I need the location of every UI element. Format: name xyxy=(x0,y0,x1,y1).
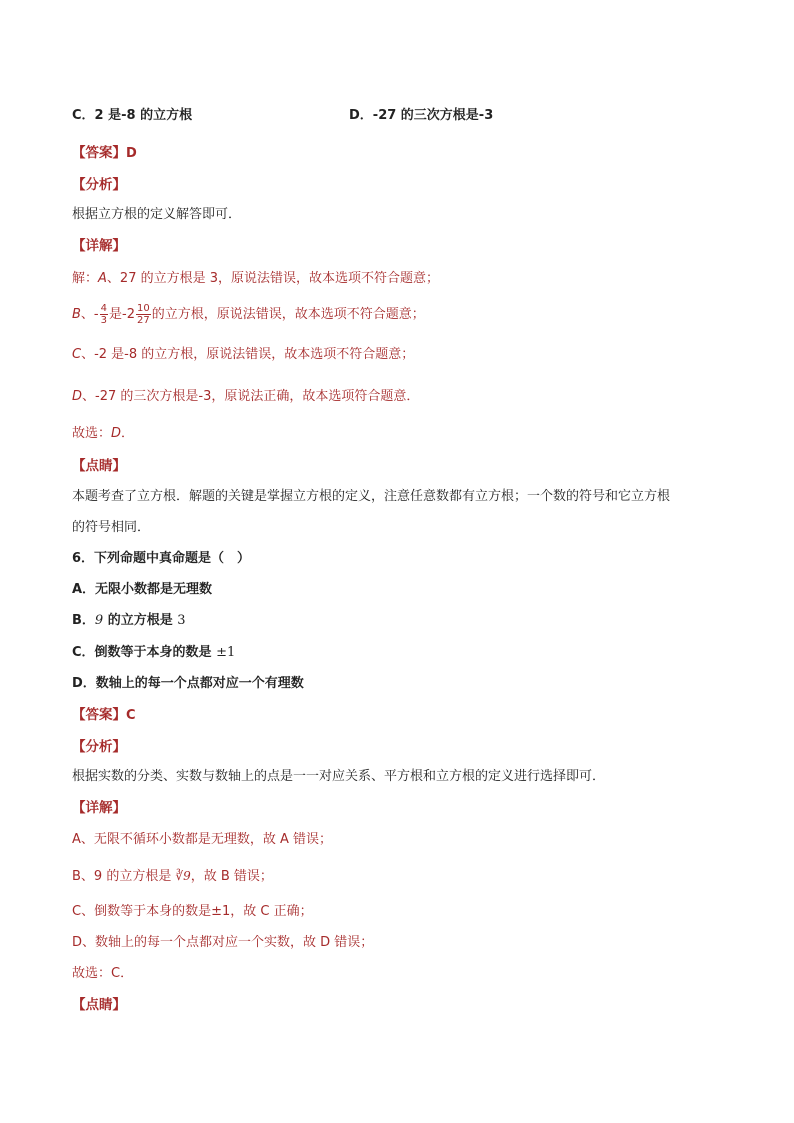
q6-analysis-text: 根据实数的分类、实数与数轴上的点是一一对应关系、平方根和立方根的定义进行选择即可． xyxy=(72,769,606,784)
q5-option-d-text: -27 的三次方根是-3 xyxy=(372,108,494,123)
q6-detail-b-prefix: B、9 的立方根是 xyxy=(72,869,176,884)
q5-detail-b-frac2-num: 10 xyxy=(136,303,150,314)
q6-option-b xyxy=(72,612,186,630)
q5-detail-d-text: 、-27 的三次方根是-3，原说法正确，故本选项符合题意． xyxy=(82,389,420,404)
q6-option-b-mid: 的立方根是 xyxy=(103,613,178,628)
q6-detail-c: C、倒数等于本身的数是±1，故 C 正确； xyxy=(72,904,313,919)
q6-detail-b xyxy=(72,867,273,886)
q5-analysis-text: 根据立方根的定义解答即可． xyxy=(72,207,242,222)
q6-analysis-tag: 【分析】 xyxy=(72,739,126,755)
q6-detail-a: A、无限不循环小数都是无理数，故 A 错误； xyxy=(72,832,333,847)
q6-detail-b-root: ∛9 xyxy=(175,869,191,883)
q5-detail-c-text: 、-2 是-8 的立方根，原说法错误，故本选项不符合题意； xyxy=(81,347,415,362)
q6-option-c-prefix: C．倒数等于本身的数是 xyxy=(72,645,217,660)
q6-detail-heading xyxy=(72,799,126,818)
q5-detail-b xyxy=(72,303,425,326)
q5-option-d xyxy=(349,107,493,125)
q5-choose xyxy=(72,425,134,443)
q5-comment-heading xyxy=(72,457,126,476)
q5-detail-b-sep: 、- xyxy=(80,307,99,322)
q6-option-c-value: ±1 xyxy=(216,645,236,660)
q5-detail-c-letter: C xyxy=(72,347,82,362)
q6-option-b-value: 3 xyxy=(177,613,186,628)
q5-detail-a xyxy=(72,270,439,288)
q5-analysis-heading xyxy=(72,176,126,195)
q5-detail-b-frac1-den: 3 xyxy=(100,315,107,326)
q5-detail-tag: 【详解】 xyxy=(72,238,126,254)
q5-comment-tag: 【点睛】 xyxy=(72,458,126,474)
q6-option-b-math: 9 xyxy=(94,613,104,628)
q5-answer-tag: 【答案】 xyxy=(72,145,126,161)
q5-detail-b-frac1-num: 4 xyxy=(100,303,107,314)
q6-comment-tag: 【点睛】 xyxy=(72,997,126,1013)
q5-detail-b-fraction-1 xyxy=(100,303,108,326)
q5-option-c-label: C． xyxy=(72,108,95,123)
q5-detail-d-letter: D xyxy=(72,389,83,404)
q5-detail-b-frac2-den: 27 xyxy=(136,315,150,326)
q5-detail-a-letter: A xyxy=(98,271,107,286)
q5-comment-line-2: 的符号相同． xyxy=(72,520,151,535)
q5-detail-b-mid: 是-2 xyxy=(109,307,135,322)
q5-answer-value: D xyxy=(126,146,137,161)
q6-detail-tag: 【详解】 xyxy=(72,800,126,816)
q5-choose-prefix: 故选： xyxy=(72,426,112,441)
q5-choose-letter: D xyxy=(111,426,122,441)
q6-analysis-heading xyxy=(72,738,126,757)
q6-option-b-prefix: B． xyxy=(72,613,95,628)
q5-comment-line-1: 本题考查了立方根．解题的关键是掌握立方根的定义，注意任意数都有立方根；一个数的符号和它立方根 xyxy=(72,489,671,504)
q5-choose-suffix: ． xyxy=(121,426,135,441)
q5-option-c xyxy=(72,107,192,125)
q6-detail-b-suffix: ，故 B 错误； xyxy=(190,869,273,884)
q5-detail-heading xyxy=(72,237,126,256)
q6-option-d: D．数轴上的每一个点都对应一个有理数 xyxy=(72,676,304,691)
q6-option-a: A．无限小数都是无理数 xyxy=(72,582,213,597)
q5-detail-d xyxy=(72,388,419,406)
q5-option-d-label: D． xyxy=(349,108,373,123)
q6-detail-d: D、数轴上的每一个点都对应一个实数，故 D 错误； xyxy=(72,935,374,950)
q5-analysis-tag: 【分析】 xyxy=(72,177,126,193)
q5-detail-b-text: 的立方根，原说法错误，故本选项不符合题意； xyxy=(151,307,425,322)
q6-answer xyxy=(72,706,136,725)
q6-answer-tag: 【答案】 xyxy=(72,707,126,723)
q5-detail-c xyxy=(72,346,414,364)
q5-answer xyxy=(72,144,137,163)
q5-option-c-text: 2 是-8 的立方根 xyxy=(94,108,193,123)
q6-choose: 故选：C． xyxy=(72,966,134,981)
q5-detail-a-text: 、27 的立方根是 3，原说法错误，故本选项不符合题意； xyxy=(106,271,439,286)
q6-question: 6．下列命题中真命题是（ ） xyxy=(72,551,251,566)
q6-option-c xyxy=(72,644,235,662)
q5-detail-b-fraction-2 xyxy=(136,303,151,326)
q5-detail-a-prefix: 解： xyxy=(72,271,99,286)
q5-detail-b-letter: B xyxy=(72,307,81,322)
q6-comment-heading xyxy=(72,996,126,1015)
q6-answer-value: C xyxy=(126,708,136,723)
